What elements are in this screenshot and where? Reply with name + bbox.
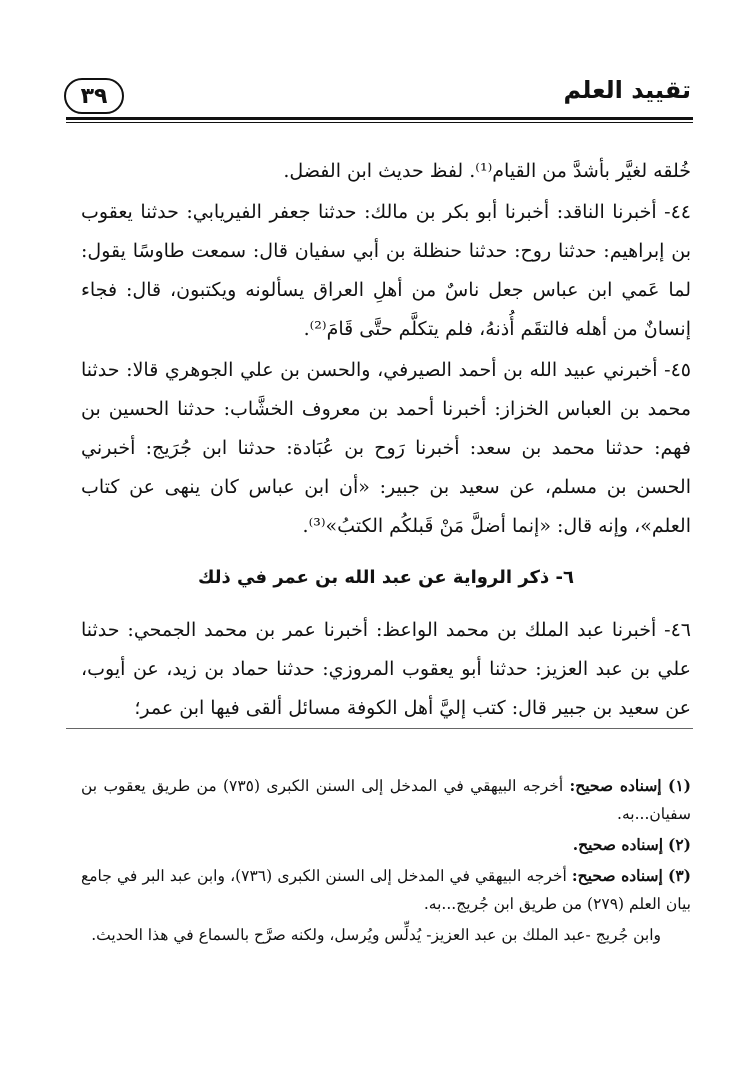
paragraph: ٤٦- أخبرنا عبد الملك بن محمد الواعظ: أخبرنا عمر بن محمد الجمحي: حدثنا علي بن عبد العزيز: حدثنا أبو يعقوب المروزي: حدثنا حماد بن زيد، عن أيوب، عن سعيد بن جبير قال: كتب إليَّ أهل الكوفة مسائل ألقى فيها ابن عمر؛ <box>81 619 691 719</box>
page-number: ٣٩ <box>80 83 108 109</box>
paragraph: خُلقه لغيَّر بأشدَّ من القيام⁽¹⁾. لفظ حديث ابن الفضل. <box>283 160 691 182</box>
section-heading: ٦- ذكر الرواية عن عبد الله بن عمر في ذلك <box>198 567 574 588</box>
running-header-title: تقييد العلم <box>563 76 691 104</box>
footnotes <box>81 772 691 952</box>
footnote-text: أخرجه البيهقي في المدخل إلى السنن الكبرى (٧٣٦)، وابن عبد البر في جامع بيان العلم (٢٧٩) من طريق ابن جُريج...به. <box>81 867 691 913</box>
footnote-continuation: وابن جُريج -عبد الملك بن عبد العزيز- يُدلِّس ويُرسل، ولكنه صرَّح بالسماع في هذا الحديث. <box>91 926 661 944</box>
footnote-item <box>81 862 691 918</box>
header-rule-thin <box>66 122 693 123</box>
paragraph: ٤٥- أخبرني عبيد الله بن أحمد الصيرفي، والحسن بن علي الجوهري قالا: حدثنا محمد بن العباس الخزاز: أخبرنا أحمد بن معروف الخشَّاب: حدثنا الحسين بن فهم: حدثنا محمد بن سعد: أخبرنا رَوح بن عُبَادة: حدثنا ابن جُرَيج: أخبرني الحسن بن مسلم، عن سعيد بن جبير: «أن ابن عباس كان ينهى عن كتاب العلم»، وإنه قال: «إنما أضلَّ مَنْ قَبلكُم الكتبُ»⁽³⁾. <box>81 359 691 537</box>
footnote-grade: إسناده صحيح: <box>571 866 663 885</box>
footnote-item <box>81 831 691 859</box>
footnote-grade: إسناده صحيح: <box>569 776 662 795</box>
footnote-text: أخرجه البيهقي في المدخل إلى السنن الكبرى (٧٣٥) من طريق يعقوب بن سفيان...به. <box>81 777 691 823</box>
paragraph: ٤٤- أخبرنا الناقد: أخبرنا أبو بكر بن مالك: حدثنا جعفر الفيريابي: حدثنا يعقوب بن إبراهيم: حدثنا روح: حدثنا حنظلة بن أبي سفيان قال: سمعت طاوسًا يقول: لما عَمي ابن عباس جعل ناسٌ من أهلِ العراق يسألونه ويكتبون، قال: فجاء إنسانٌ من أهله فالتقَم أُذنهُ، فلم يتكلَّم حتَّى قَامَ⁽²⁾. <box>81 201 691 340</box>
page-number-badge <box>64 78 124 114</box>
footnote-grade: إسناده صحيح. <box>572 835 664 854</box>
footnote-item <box>81 772 691 828</box>
header-rule-thick <box>66 117 693 120</box>
footnote-divider <box>66 728 693 729</box>
footnote-mark: (١) <box>667 776 691 795</box>
footnote-mark: (٣) <box>667 866 691 885</box>
main-text <box>81 152 691 730</box>
footnote-mark: (٢) <box>667 835 691 854</box>
